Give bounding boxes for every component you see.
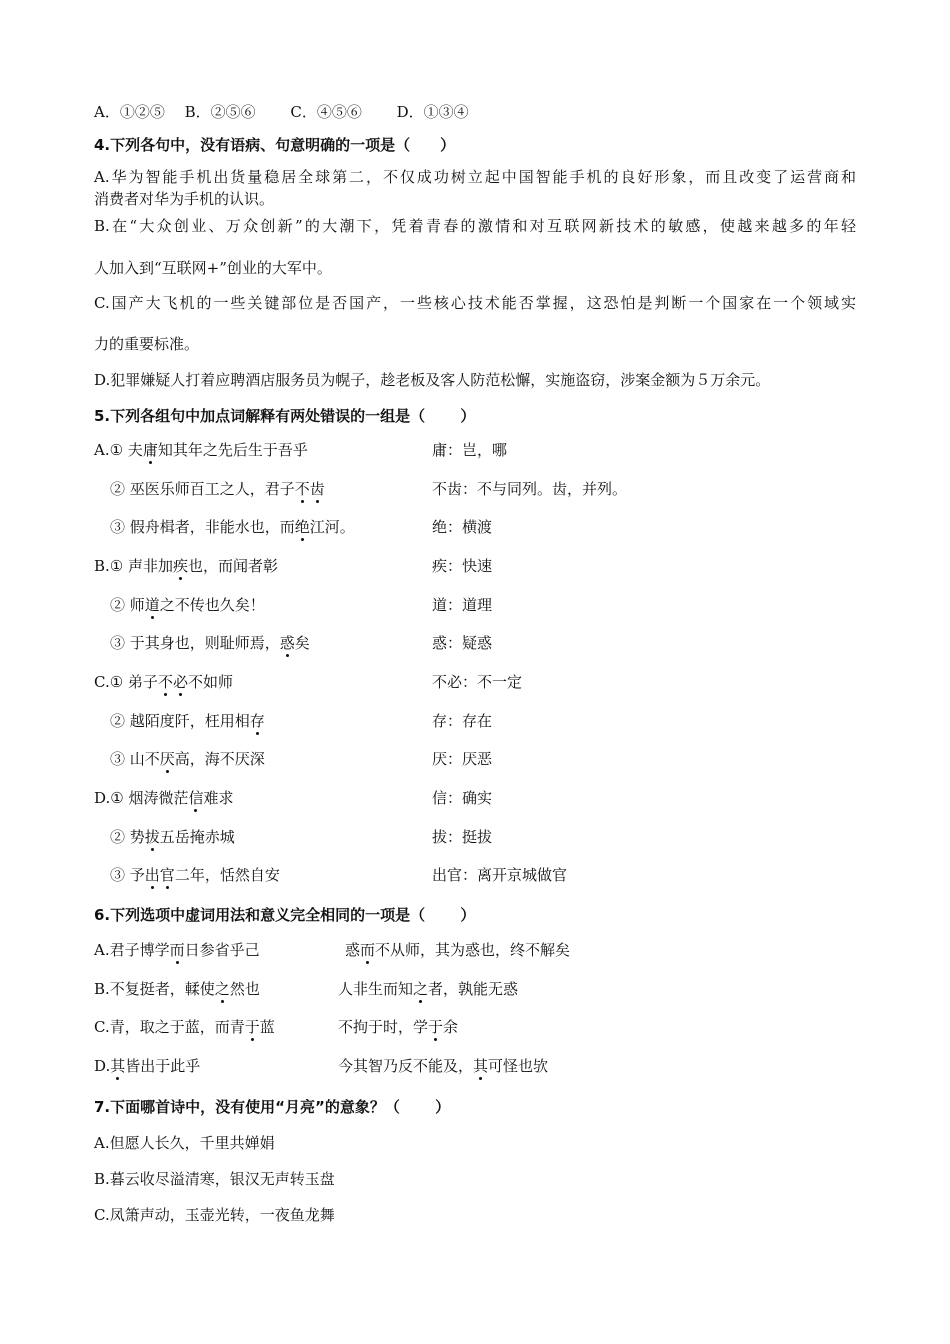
q7-option-c: C.凤箫声动，玉壶光转，一夜鱼龙舞 xyxy=(94,1206,335,1224)
q4-option-c-line2: 力的重要标准。 xyxy=(94,335,200,353)
q6-option-c-right: 不拘于时，学于余 xyxy=(338,1018,459,1036)
q5-c3-definition: 厌：厌恶 xyxy=(432,750,493,768)
q5-d3-definition: 出官：离开京城做官 xyxy=(432,866,568,884)
emphasis-dot-char: 厌 xyxy=(159,750,175,768)
q7-option-a: A.但愿人长久，千里共婵娟 xyxy=(94,1134,275,1152)
emphasis-dot-char: 其 xyxy=(110,1057,126,1075)
q4-option-a-line1: A.华为智能手机出货量稳居全球第二，不仅成功树立起中国智能手机的良好形象，而且改变了运营商和 xyxy=(94,168,856,186)
q5-a3: ③ 假舟楫者，非能水也，而绝江河。 xyxy=(110,518,355,536)
emphasis-dot-char: 存 xyxy=(249,712,265,730)
emphasis-dot-char: 而 xyxy=(360,941,376,959)
q6-option-b: B.不复挺者，輮使之然也 xyxy=(94,980,260,998)
q6-option-a: A.君子博学而日参省乎己 xyxy=(94,941,260,959)
q4-option-a-line2: 消费者对华为手机的认识。 xyxy=(94,190,275,208)
q5-c2-definition: 存：存在 xyxy=(432,712,493,730)
emphasis-dot-char: 疾 xyxy=(173,557,189,575)
emphasis-dot-char: 其 xyxy=(473,1057,489,1075)
emphasis-dot-char: 惑 xyxy=(279,634,295,652)
emphasis-dot-char: 道 xyxy=(144,596,160,614)
q5-c1-definition: 不必：不一定 xyxy=(432,673,523,691)
emphasis-dot-char: 而 xyxy=(169,941,185,959)
emphasis-dot-char: 齿 xyxy=(309,480,325,498)
q5-a1: A.① 夫庸知其年之先后生于吾乎 xyxy=(94,441,308,459)
q4-option-b-line1: B.在“大众创业、万众创新”的大潮下，凭着青春的激情和对互联网新技术的敏感，使越来越多的年轻 xyxy=(94,217,856,235)
q5-d2: ② 势拔五岳掩赤城 xyxy=(110,828,235,846)
emphasis-dot-char: 不 xyxy=(294,480,310,498)
q5-c1: C.① 弟子不必不如师 xyxy=(94,673,233,691)
emphasis-dot-char: 绝 xyxy=(294,518,310,536)
q3-choices: A．①②⑤ B．②⑤⑥ C．④⑤⑥ D．①③④ xyxy=(94,103,469,121)
q5-b1: B.① 声非加疾也，而闻者彰 xyxy=(94,557,279,575)
emphasis-dot-char: 信 xyxy=(188,789,204,807)
emphasis-dot-char: 必 xyxy=(172,673,188,691)
emphasis-dot-char: 于 xyxy=(428,1018,444,1036)
q7-option-b: B.暮云收尽溢清寒，银汉无声转玉盘 xyxy=(94,1170,335,1188)
emphasis-dot-char: 拔 xyxy=(144,828,160,846)
q5-d1: D.① 烟涛微茫信难求 xyxy=(94,789,234,807)
q6-option-a-right: 惑而不从师，其为惑也，终不解矣 xyxy=(345,941,571,959)
emphasis-dot-char: 之 xyxy=(413,980,429,998)
q6-option-d: D.其皆出于此乎 xyxy=(94,1057,201,1075)
q7-stem: 7.下面哪首诗中，没有使用“月亮”的意象？（ ） xyxy=(94,1098,451,1116)
q5-a3-definition: 绝：横渡 xyxy=(432,518,493,536)
q6-option-b-right: 人非生而知之者，孰能无惑 xyxy=(338,980,519,998)
q5-b1-definition: 疾：快速 xyxy=(432,557,493,575)
q5-a1-definition: 庸：岂，哪 xyxy=(432,441,508,459)
emphasis-dot-char: 不 xyxy=(157,673,173,691)
q4-option-b-line2: 人加入到“互联网+”创业的大军中。 xyxy=(94,259,332,277)
q6-stem: 6.下列选项中虚词用法和意义完全相同的一项是（ ） xyxy=(94,906,476,924)
q5-stem: 5.下列各组句中加点词解释有两处错误的一组是（ ） xyxy=(94,407,476,425)
q5-d1-definition: 信：确实 xyxy=(432,789,493,807)
q5-b3-definition: 惑：疑惑 xyxy=(432,634,493,652)
q4-option-d: D.犯罪嫌疑人打着应聘酒店服务员为幌子，趁老板及客人防范松懈，实施盗窃，涉案金额为５万余元。 xyxy=(94,371,771,389)
q4-stem: 4.下列各句中，没有语病、句意明确的一项是（ ） xyxy=(94,136,456,154)
q5-b3: ③ 于其身也，则耻师焉，惑矣 xyxy=(110,634,310,652)
q5-d2-definition: 拔：挺拔 xyxy=(432,828,493,846)
q5-c2: ② 越陌度阡，枉用相存 xyxy=(110,712,265,730)
q5-b2-definition: 道：道理 xyxy=(432,596,493,614)
q5-a2: ② 巫医乐师百工之人，君子不齿 xyxy=(110,480,325,498)
emphasis-dot-char: 官 xyxy=(159,866,175,884)
emphasis-dot-char: 于 xyxy=(244,1018,260,1036)
emphasis-dot-char: 庸 xyxy=(142,441,158,459)
q5-c3: ③ 山不厌高，海不厌深 xyxy=(110,750,265,768)
q6-option-c: C.青，取之于蓝，而青于蓝 xyxy=(94,1018,275,1036)
q6-option-d-right: 今其智乃反不能及，其可怪也欤 xyxy=(338,1057,549,1075)
q5-a2-definition: 不齿：不与同列。齿，并列。 xyxy=(432,480,628,498)
emphasis-dot-char: 之 xyxy=(214,980,230,998)
emphasis-dot-char: 出 xyxy=(144,866,160,884)
q5-b2: ② 师道之不传也久矣！ xyxy=(110,596,265,614)
q5-d3: ③ 予出官二年，恬然自安 xyxy=(110,866,280,884)
q4-option-c-line1: C.国产大飞机的一些关键部位是否国产，一些核心技术能否掌握，这恐怕是判断一个国家在一个领域实 xyxy=(94,294,856,312)
